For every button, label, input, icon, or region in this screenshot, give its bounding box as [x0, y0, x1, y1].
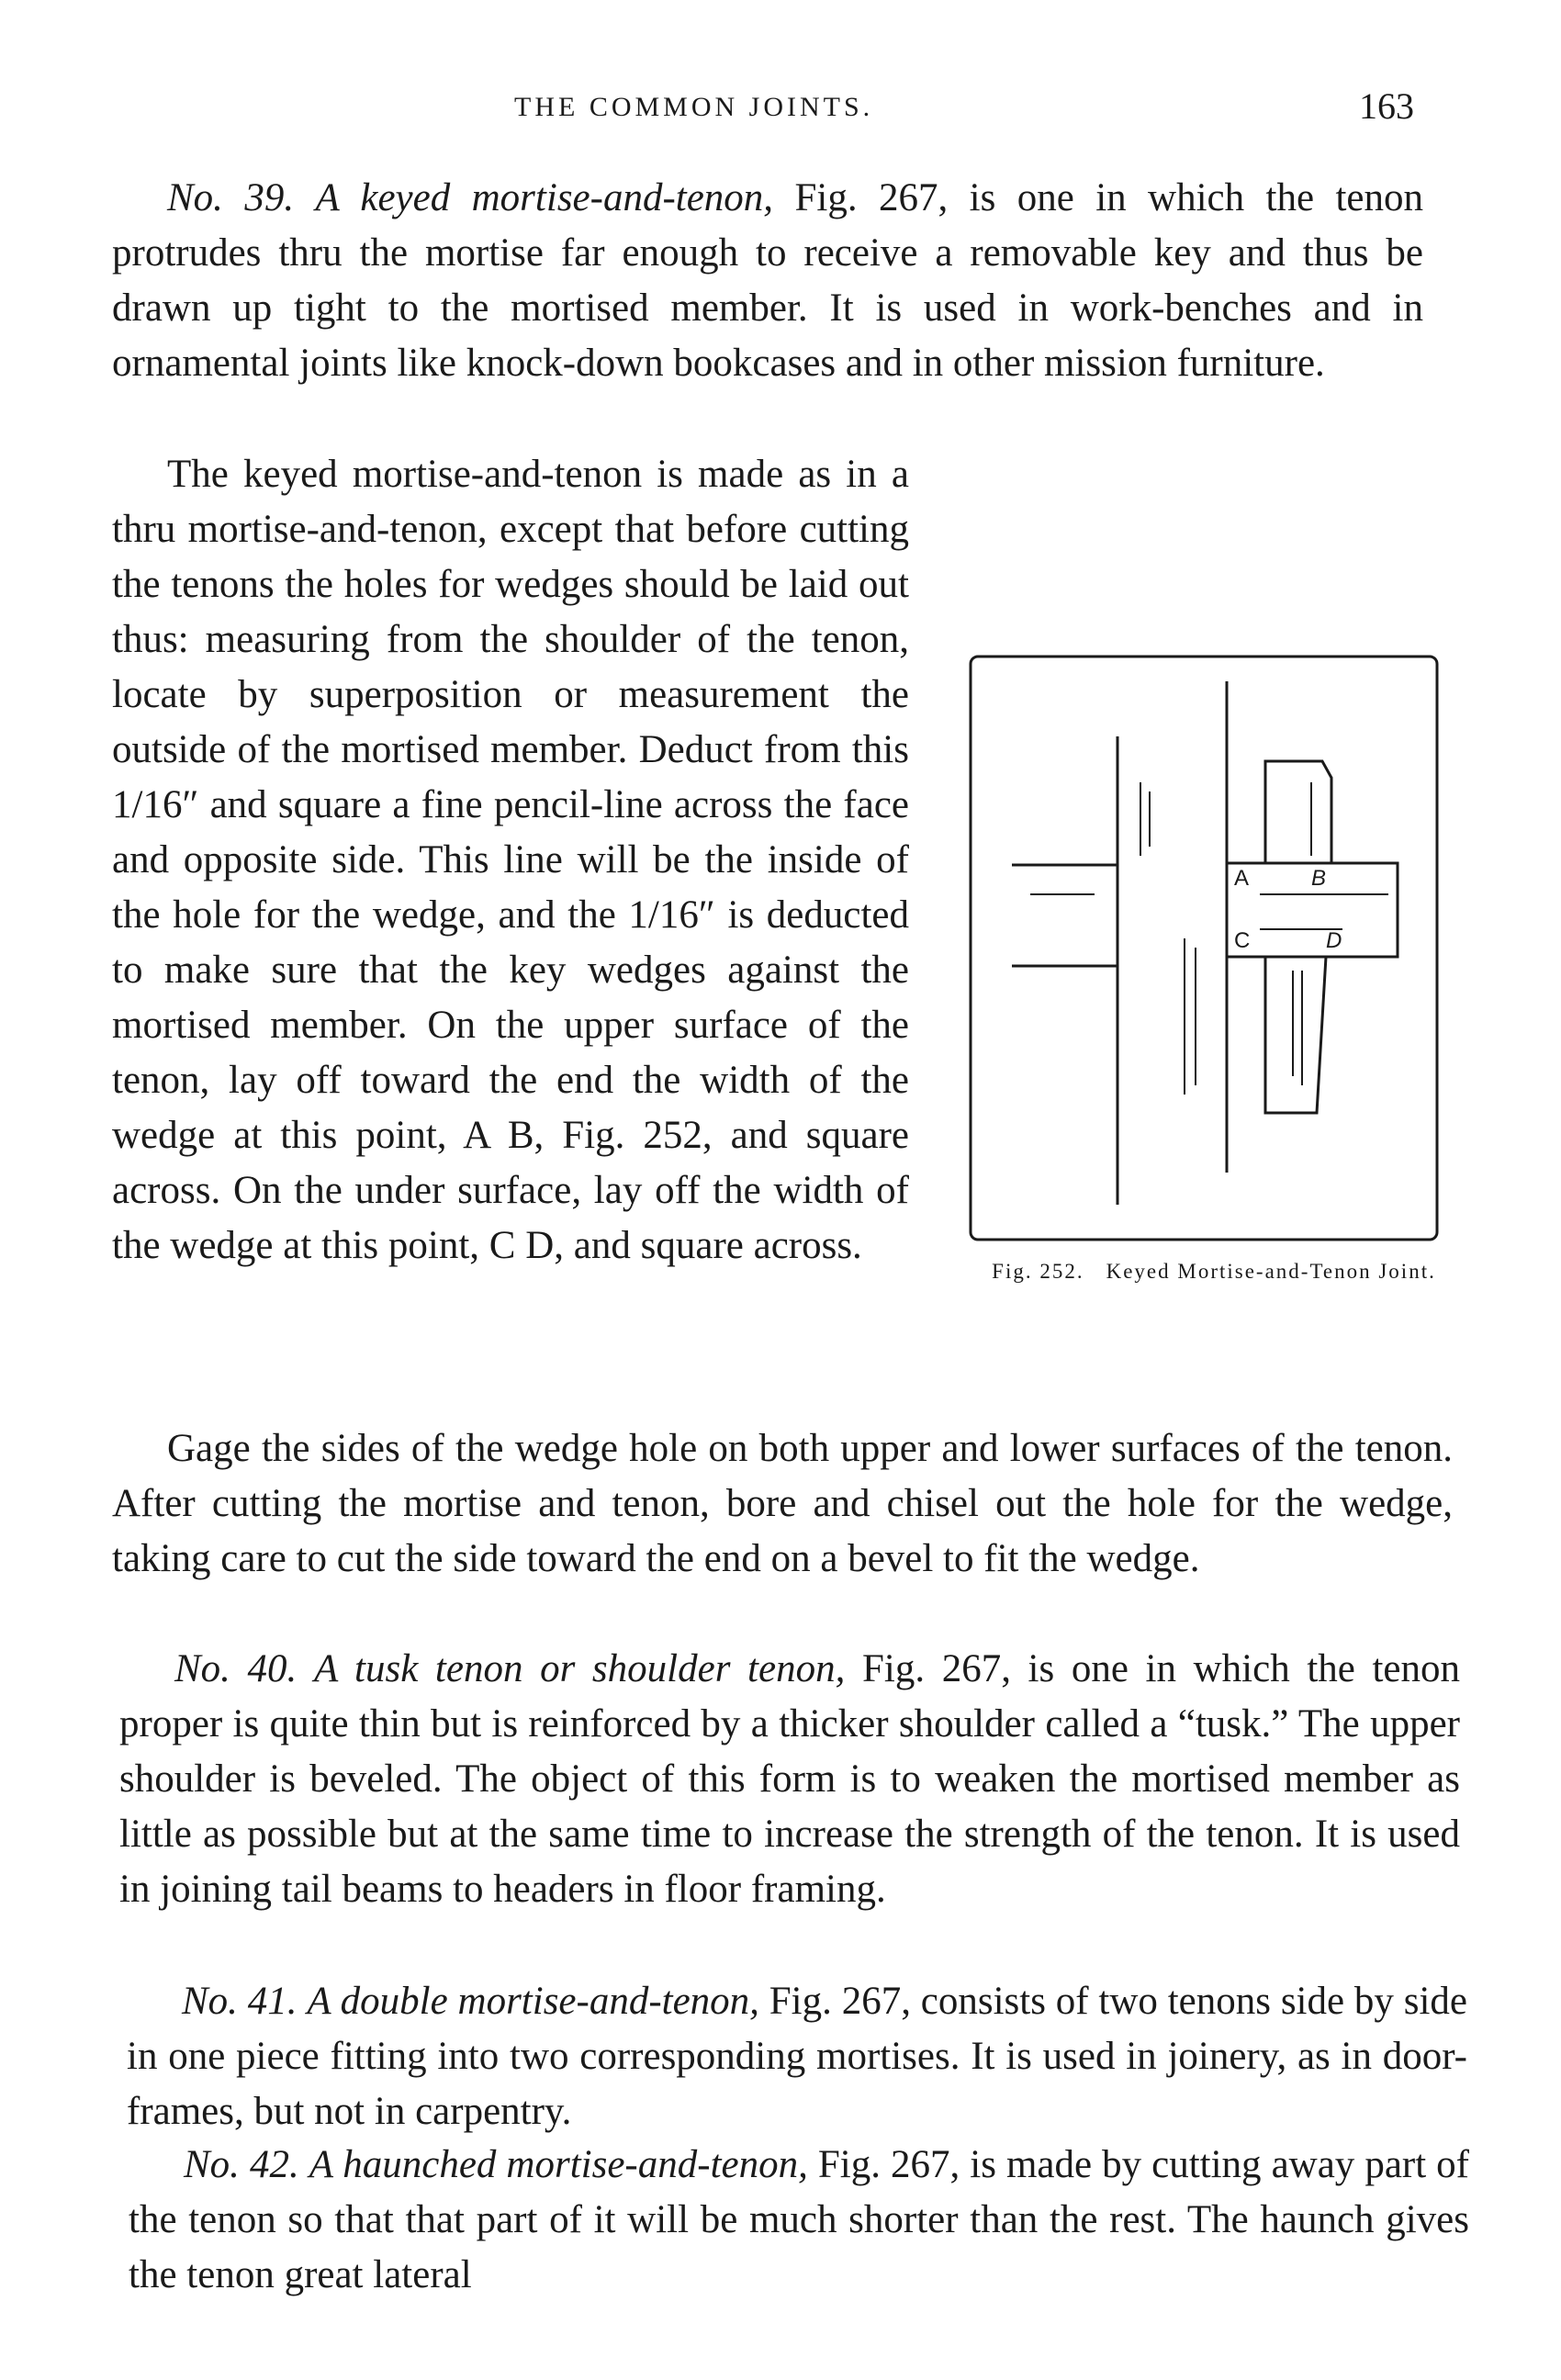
- paragraph-text: Fig. 267, is one in which the tenon protrudes thru the mortise far enough to receive a removable key and thus be drawn up tight to the mortised member. It is used in work-benches and in ornamental joints like knock-down bookcases and in other mission furniture.: [112, 176, 1423, 385]
- paragraph-text: The keyed mortise-and-tenon is made as in a thru mortise-and-tenon, except that before cutting the tenons the holes for wedges should be laid out thus: measuring from the shoulder of the tenon, locate by superposition or measurement the outside of the mortised member. Deduct from this 1/16″ and square a fine pencil-line across the face and opposite side. This line will be the inside of the hole for the wedge, and the 1/16″ is deducted to make sure that the key wedges against the mortised member. On the upper surface of the tenon, lay off toward the end the width of the wedge at this point, A B, Fig. 252, and square across. On the under surface, lay off the width of the wedge at this point, C D, and square across.: [112, 453, 909, 1267]
- running-title: THE COMMON JOINTS.: [514, 92, 874, 122]
- label-b: B: [1311, 866, 1327, 891]
- item-term: A keyed mortise-and-tenon,: [315, 176, 774, 219]
- figure-caption: [966, 1260, 1462, 1284]
- keyed-joint-diagram: [966, 654, 1443, 1251]
- paragraph-no40: [119, 1642, 1460, 1917]
- paragraph-gage: [112, 1421, 1453, 1587]
- item-number: No. 39.: [167, 176, 295, 219]
- wedge-key-lower: [1265, 957, 1326, 1113]
- page-header: [0, 84, 1561, 130]
- item-number: No. 41.: [182, 1980, 298, 2023]
- paragraph-no39: [112, 171, 1423, 391]
- figure-label: Fig. 252.: [992, 1260, 1084, 1283]
- item-term: A haunched mortise-and-tenon,: [309, 2143, 808, 2186]
- item-number: No. 42.: [184, 2143, 299, 2186]
- item-term: A tusk tenon or shoulder tenon,: [313, 1647, 846, 1690]
- paragraph-text: Fig. 267, is made by cutting away part of the tenon so that that part of it will be much shorter than the rest. The haunch gives the tenon great lateral: [129, 2143, 1470, 2296]
- paragraph-no42: [129, 2138, 1469, 2303]
- label-c: C: [1234, 928, 1251, 953]
- figure-frame: [971, 657, 1437, 1240]
- wedge-key: [1265, 761, 1331, 863]
- label-d: D: [1326, 928, 1342, 953]
- item-term: A double mortise-and-tenon,: [307, 1980, 759, 2023]
- paragraph-no41: [127, 1974, 1467, 2139]
- paragraph-text: Fig. 267, is one in which the tenon proper is quite thin but is reinforced by a thicker shoulder called a “tusk.” The upper shoulder is beveled. The object of this form is to weaken the mortised member as little as possible but at the same time to increase the strength of the tenon. It is used in joining tail beams to headers in floor framing.: [119, 1647, 1461, 1911]
- figure-252: [966, 654, 1443, 1283]
- paragraph-text: Fig. 267, consists of two tenons side by side in one piece fitting into two corresponding mortises. It is used in joinery, as in door-frames, but not in carpentry.: [127, 1980, 1467, 2133]
- label-a: A: [1234, 866, 1250, 891]
- figure-title: Keyed Mortise-and-Tenon Joint.: [1106, 1260, 1436, 1283]
- item-number: No. 40.: [174, 1647, 298, 1690]
- paragraph-text: Gage the sides of the wedge hole on both upper and lower surfaces of the tenon. After cutting the mortise and tenon, bore and chisel out the hole for the wedge, taking care to cut the side toward the end on a bevel to fit the wedge.: [112, 1427, 1453, 1580]
- page-number: 163: [1359, 85, 1414, 127]
